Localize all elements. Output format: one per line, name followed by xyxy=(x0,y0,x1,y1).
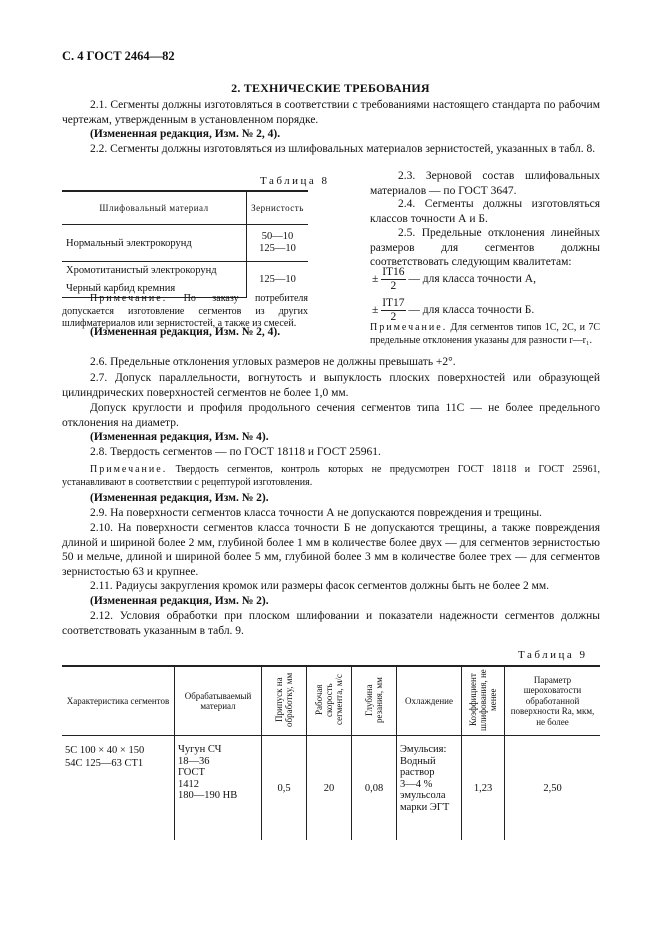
table9-header-speed: Рабочая скорость сегмента, м/с xyxy=(307,666,352,736)
note-table8: Примечание. По заказу потребителя допускается изготовление сегментов из других шлифматериалов или зернистостей, а также из смесей. xyxy=(62,293,308,329)
table9-cell-speed: 20 xyxy=(307,736,352,841)
table8-header-material: Шлифовальный материал xyxy=(62,191,247,225)
table-9 xyxy=(62,665,600,840)
table9-cell-characteristic: 5С 100 × 40 × 150 54С 125—63 СТ1 xyxy=(65,745,145,769)
table9-header-material: Обрабатываемый материал xyxy=(175,666,262,736)
table8-header-grit: Зернистость xyxy=(247,191,309,225)
para-2-5: 2.5. Предельные отклонения линейных размеров для сегментов должны соответствовать следующим квалитетам: xyxy=(370,227,600,268)
table9-header-coefficient: Коэффициент шлифования, не менее xyxy=(462,666,505,736)
table9-header-depth: Глубина резания, мм xyxy=(352,666,397,736)
para-2-8: 2.8. Твердость сегментов — по ГОСТ 18118 и ГОСТ 25961. xyxy=(90,446,381,458)
table9-title: Таблица 9 xyxy=(518,649,588,661)
table9-cell-roughness: 2,50 xyxy=(505,736,601,841)
para-2-1: 2.1. Сегменты должны изготовляться в соответствии с требованиями настоящего стандарта по рабочим чертежам, утвержденным в установленном порядке. xyxy=(62,99,600,126)
page-header: С. 4 ГОСТ 2464—82 xyxy=(62,49,175,63)
table9-header-characteristic: Характеристика сегментов xyxy=(62,666,175,736)
table9-cell-depth: 0,08 xyxy=(352,736,397,841)
para-2-10: 2.10. На поверхности сегментов класса точности Б не допускаются трещины, а также повреждения длиной и шириной более 2 мм, глубиной более 1 мм в количестве более двух — для сегментов зернистостью 50 и мельче, длиной и шириной более 5 мм, глубиной более 3 мм в количестве более трех — для сегментов зернистостью 63 и крупнее. xyxy=(62,522,600,578)
tolerance-class-a: ± $\frac{IT16}{2}$ — для класса точности А, xyxy=(372,266,536,292)
table8-cell-material: Черный карбид кремния xyxy=(62,279,247,298)
table9-cell-allowance: 0,5 xyxy=(262,736,307,841)
table-8 xyxy=(62,190,308,298)
table9-header-roughness: Параметр шероховатости обработанной поверхности Ra, мкм, не более xyxy=(505,666,601,736)
para-2-4: 2.4. Сегменты должны изготовляться классов точности А и Б. xyxy=(370,198,600,225)
table8-cell-grit: 50—10 125—10 xyxy=(247,225,309,262)
table9-cell-coefficient: 1,23 xyxy=(462,736,505,841)
edition-note: (Измененная редакция, Изм. № 2). xyxy=(90,595,269,607)
note-tolerance: Примечание. Для сегментов типов 1С, 2С, и 7С предельные отклонения указаны для разности r—r₁. xyxy=(370,322,600,346)
para-2-6: 2.6. Предельные отклонения угловых размеров не должны превышать +2°. xyxy=(90,356,456,368)
edition-note: (Измененная редакция, Изм. № 4). xyxy=(90,431,269,443)
section-title: 2. ТЕХНИЧЕСКИЕ ТРЕБОВАНИЯ xyxy=(231,81,430,95)
edition-note: (Измененная редакция, Изм. № 2, 4). xyxy=(90,326,281,338)
table8-cell-material: Хромотитанистый электрокорунд xyxy=(62,262,247,280)
edition-note: (Измененная редакция, Изм. № 2). xyxy=(90,492,269,504)
table9-cell-cooling: Эмульсия: Водный раствор 3—4 % эмульсола марки ЭГТ xyxy=(397,736,462,841)
table9-cell-material: Чугун СЧ 18—36 ГОСТ 1412 180—190 НВ xyxy=(175,736,262,841)
para-2-2: 2.2. Сегменты должны изготовляться из шлифовальных материалов зернистостей, указанных в табл. 8. xyxy=(90,143,596,155)
table8-cell-grit: 125—10 xyxy=(247,262,309,298)
para-2-9: 2.9. На поверхности сегментов класса точности А не допускаются повреждения и трещины. xyxy=(90,507,542,519)
para-2-11: 2.11. Радиусы закругления кромок или размеры фасок сегментов должны быть не более 2 мм. xyxy=(90,580,550,592)
para-2-3: 2.3. Зерновой состав шлифовальных материалов — по ГОСТ 3647. xyxy=(370,170,600,197)
note-hardness: Примечание. Твердость сегментов, контроль которых не предусмотрен ГОСТ 18118 и ГОСТ 25961, устанавливают в соответствии с рецептурой изготовления. xyxy=(62,464,600,488)
para-2-7-roundness: Допуск круглости и профиля продольного сечения сегментов типа 11С — не более предельного отклонения на диаметр. xyxy=(62,402,600,429)
table9-header-cooling: Охлаждение xyxy=(397,666,462,736)
table9-header-allowance: Припуск на обработку, мм xyxy=(262,666,307,736)
table8-title: Таблица 8 xyxy=(260,175,330,187)
tolerance-class-b: ± $\frac{IT17}{2}$ — для класса точности Б. xyxy=(372,297,535,323)
edition-note: (Измененная редакция, Изм. № 2, 4). xyxy=(90,128,281,140)
table8-cell-material: Нормальный электрокорунд xyxy=(66,237,192,249)
para-2-7: 2.7. Допуск параллельности, вогнутость и выпуклость плоских поверхностей или образующей цилиндрических поверхностей сегментов не более 1,0 мм. xyxy=(62,372,600,399)
para-2-12: 2.12. Условия обработки при плоском шлифовании и показатели надежности сегментов должны соответствовать указанным в табл. 9. xyxy=(62,610,600,637)
